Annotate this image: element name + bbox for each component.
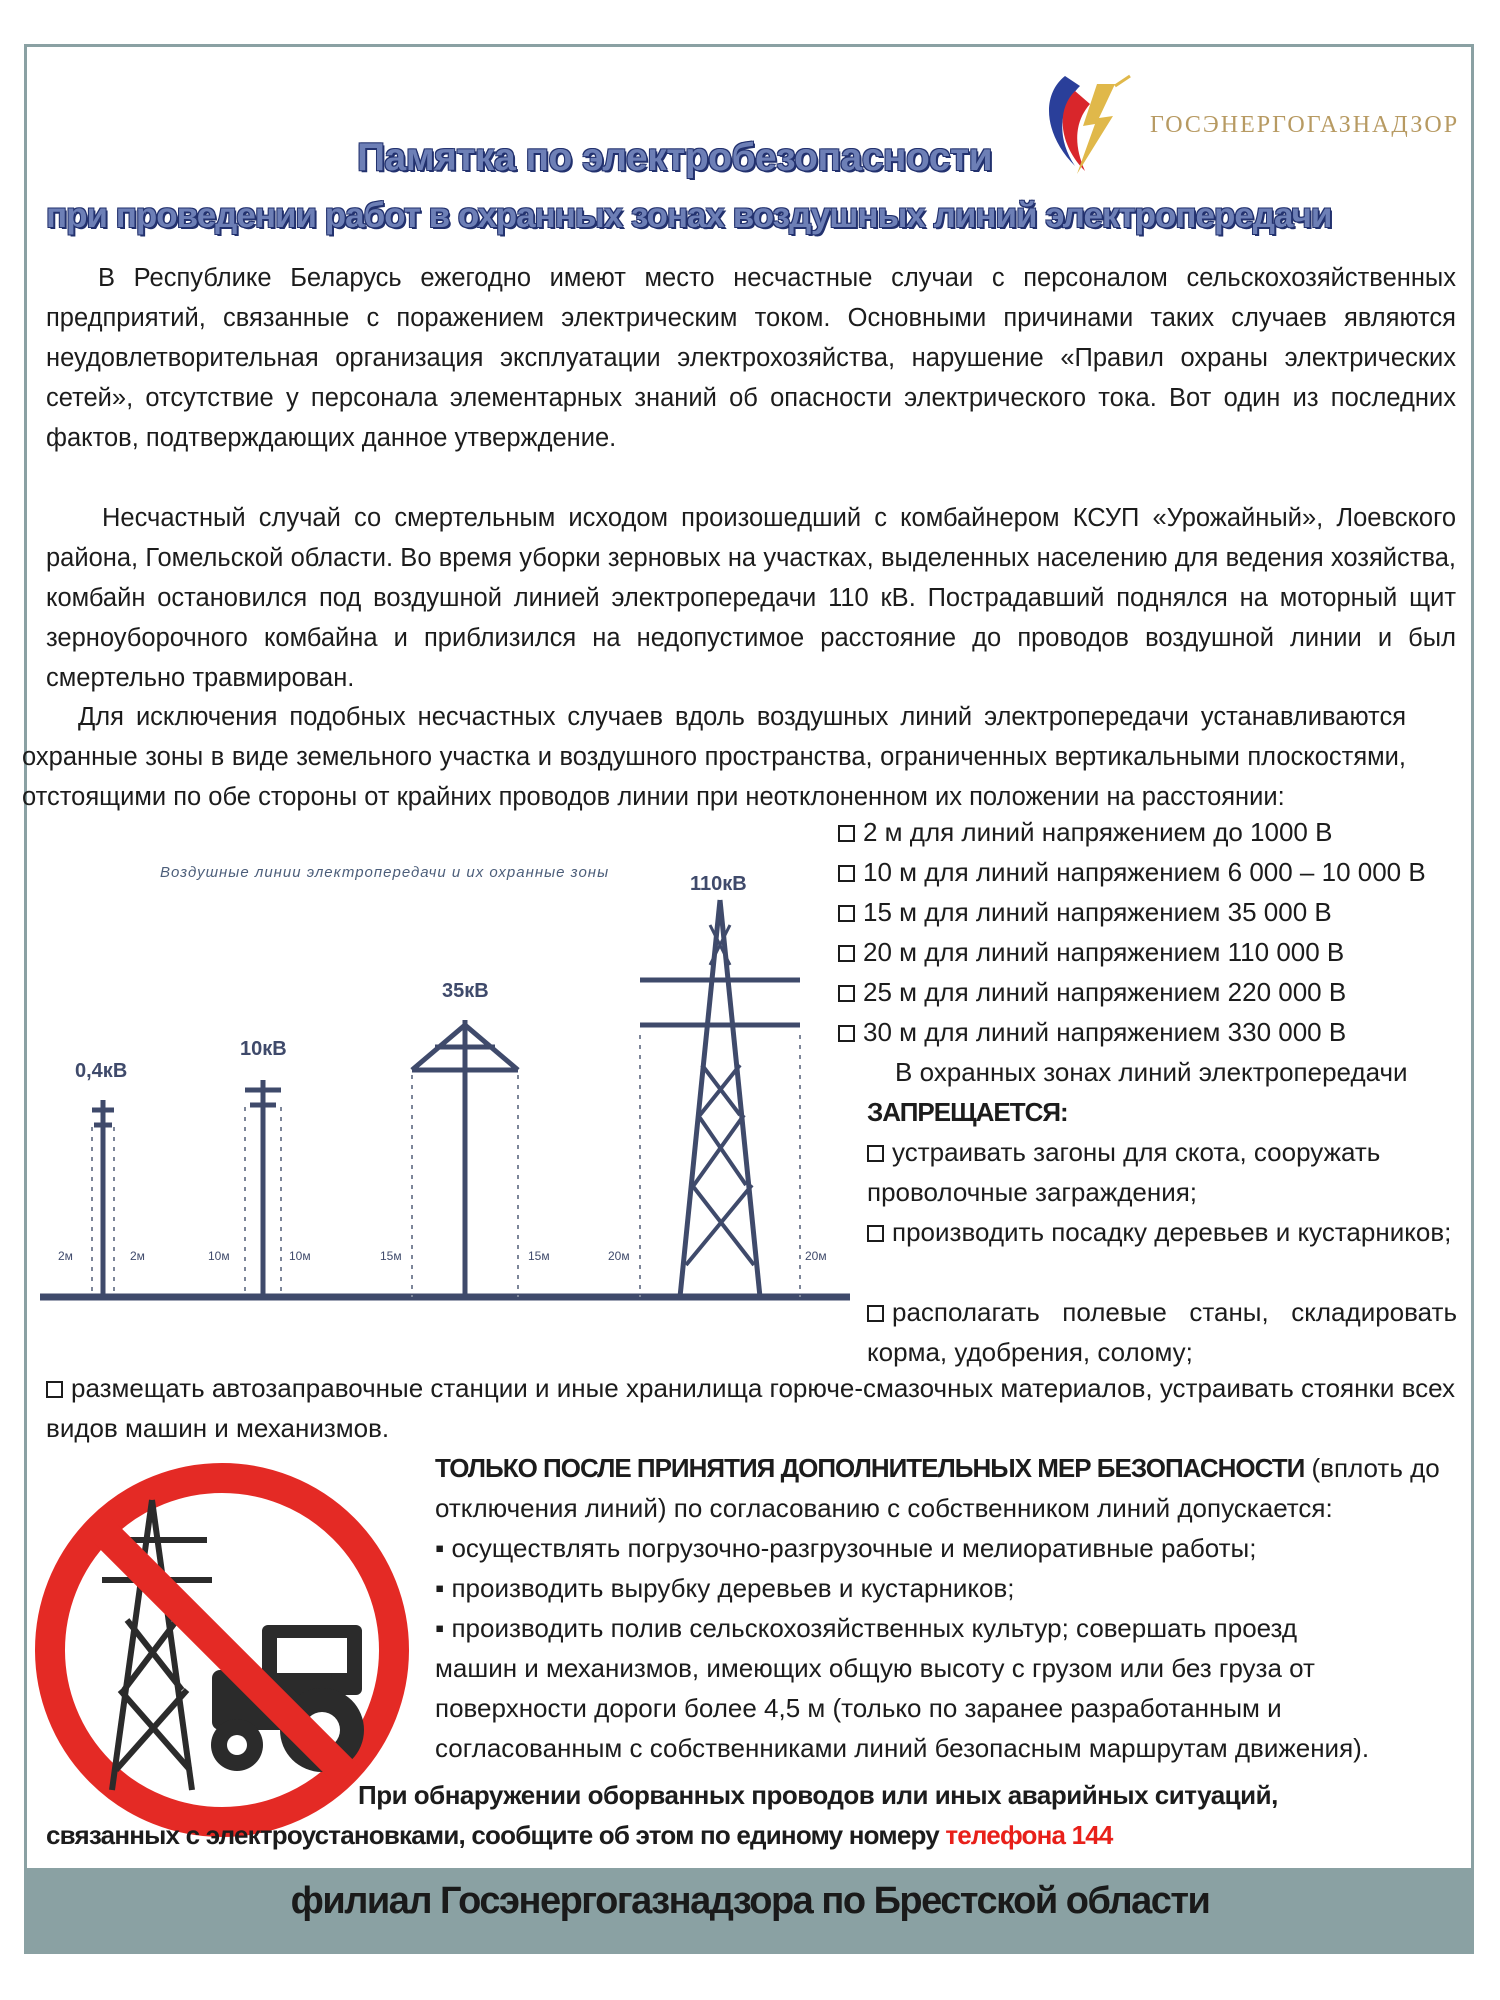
- diagram-caption: Воздушные линии электропередачи и их охранные зоны: [160, 864, 610, 881]
- checkbox-icon: [867, 1225, 884, 1242]
- pole-voltage-label: 110кВ: [690, 873, 747, 895]
- emergency-line2: связанных с электроустановками, сообщите об этом по единому номеру телефона 144: [46, 1820, 1113, 1850]
- prohibited-item: устраивать загоны для скота, сооружать проволочные заграждения;: [867, 1137, 1381, 1207]
- allowed-item: ▪ осуществлять погрузочно-разгрузочные и мелиоративные работы;: [435, 1533, 1257, 1563]
- pole-voltage-label: 35кВ: [442, 980, 489, 1002]
- title-line2: при проведении работ в охранных зонах воздушных линий электропередачи: [46, 196, 1332, 235]
- zone-item: 25 м для линий напряжением 220 000 В: [838, 972, 1346, 1012]
- prohibited-item: располагать полевые станы, складировать корма, удобрения, солому;: [867, 1297, 1457, 1367]
- svg-text:10м: 10м: [208, 1249, 230, 1263]
- allowed-cont: машин и механизмов, имеющих общую высоту с грузом или без груза от: [435, 1653, 1315, 1683]
- paragraph-1: В Республике Беларусь ежегодно имеют место несчастные случаи с персоналом сельскохозяйственных предприятий, связанные с поражением электрическим током. Основными причинами таких случаев являются неудовлетворительная организация эксплуатации электрохозяйства, нарушение «Правил охраны электрических сетей», отсутствие у персонала элементарных знаний об опасности электрического тока. Вот один из последних фактов, подтверждающих данное утверждение.: [46, 264, 1456, 452]
- checkbox-icon: [838, 825, 855, 842]
- pole-voltage-label: 0,4кВ: [75, 1060, 128, 1082]
- zone-item: 20 м для линий напряжением 110 000 В: [838, 932, 1344, 972]
- zone-item: 2 м для линий напряжением до 1000 В: [838, 812, 1332, 852]
- prohibited-item: размещать автозаправочные станции и иные хранилища горюче-смазочных материалов, устраивать стоянки всех видов машин и механизмов.: [46, 1373, 1456, 1443]
- allowed-heading: ТОЛЬКО ПОСЛЕ ПРИНЯТИЯ ДОПОЛНИТЕЛЬНЫХ МЕР БЕЗОПАСНОСТИ (вплоть до: [435, 1453, 1440, 1483]
- paragraph-2: Несчастный случай со смертельным исходом произошедший с комбайнером КСУП «Урожайный», Лоевского района, Гомельской области. Во время уборки зерновых на участках, выделенных населению для ведения хозяйства, комбайн остановился под воздушной линией электропередачи 110 кВ. Пострадавший поднялся на моторный щит зерноуборочного комбайна и приблизился на недопустимое расстояние до проводов воздушной линии и был смертельно травмирован.: [46, 504, 1456, 692]
- zone-item: 30 м для линий напряжением 330 000 В: [838, 1012, 1346, 1052]
- prohibited-intro: В охранных зонах линий электропередачи: [895, 1057, 1408, 1087]
- svg-text:20м: 20м: [608, 1249, 630, 1263]
- svg-text:20м: 20м: [805, 1249, 827, 1263]
- svg-text:15м: 15м: [380, 1249, 402, 1263]
- paragraph-3: Для исключения подобных несчастных случаев вдоль воздушных линий электропередачи устанавливаются охранные зоны в виде земельного участка и воздушного пространства, ограниченных вертикальными плоскостями, отстоящими по обе стороны от крайних проводов линии при неотклоненном их положении на расстоянии:: [22, 703, 1406, 811]
- svg-text:10м: 10м: [289, 1249, 311, 1263]
- allowed-item: ▪ производить вырубку деревьев и кустарников;: [435, 1573, 1015, 1603]
- pole-voltage-label: 10кВ: [240, 1038, 287, 1060]
- zone-item: 10 м для линий напряжением 6 000 – 10 000 В: [838, 852, 1426, 892]
- zone-item: 15 м для линий напряжением 35 000 В: [838, 892, 1332, 932]
- power-line-diagram: [40, 865, 850, 1305]
- emergency-phone: телефона 144: [945, 1820, 1113, 1850]
- prohibition-sign-image: [32, 1460, 412, 1840]
- checkbox-icon: [867, 1305, 884, 1322]
- allowed-line2: отключения линий) по согласованию с собственником линий допускается:: [435, 1493, 1333, 1523]
- gosenergogaznadzor-logo: [1035, 66, 1135, 186]
- org-name: ГОСЭНЕРГОГАЗНАДЗОР: [1150, 112, 1460, 138]
- footer-text: филиал Госэнергогазнадзора по Брестской области: [290, 1880, 1210, 1922]
- checkbox-icon: [867, 1145, 884, 1162]
- prohibited-item: производить посадку деревьев и кустарников;: [867, 1212, 1457, 1252]
- title-line1: Памятка по электробезопасности: [357, 136, 993, 179]
- prohibited-heading: ЗАПРЕЩАЕТСЯ:: [867, 1097, 1068, 1127]
- svg-text:2м: 2м: [130, 1249, 145, 1263]
- checkbox-icon: [46, 1381, 63, 1398]
- allowed-cont: поверхности дороги более 4,5 м (только по заранее разработанным и: [435, 1693, 1282, 1723]
- svg-text:15м: 15м: [528, 1249, 550, 1263]
- emergency-line1: При обнаружении оборванных проводов или иных аварийных ситуаций,: [358, 1780, 1278, 1810]
- allowed-item: ▪ производить полив сельскохозяйственных культур; совершать проезд: [435, 1613, 1298, 1643]
- allowed-cont: согласованным с собственниками линий безопасным маршрутам движения).: [435, 1733, 1370, 1763]
- svg-text:2м: 2м: [58, 1249, 73, 1263]
